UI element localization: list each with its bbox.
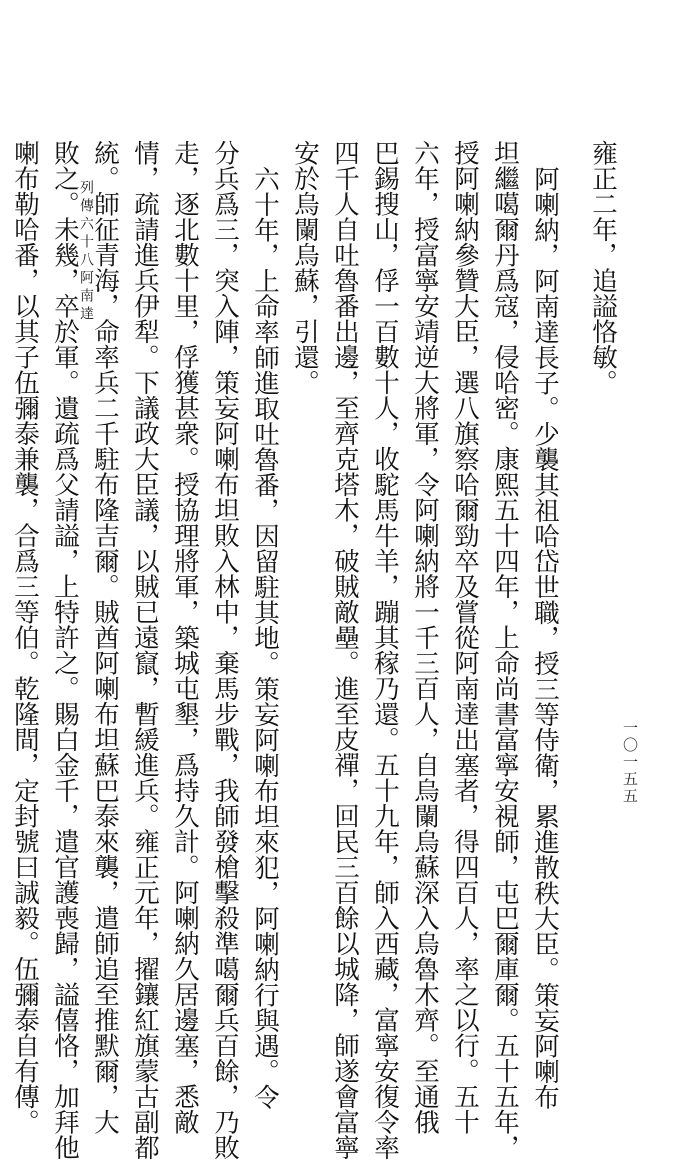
page-number: 一〇一五五 [621,720,639,805]
running-head [76,180,96,324]
text-column: 坦繼噶爾丹爲寇，侵哈密。康熙五十四年，上命尚書富寧安視師，屯巴爾庫爾。五十五年， [490,140,520,1160]
text-column: 六十年，上命率師進取吐魯番，因留駐其地。策妄阿喇布坦來犯，阿喇納行與遇。令 [250,166,280,1110]
body-text [7,140,621,1160]
text-column: 安於烏闌烏蘇，引還。 [290,140,320,395]
text-column: 六年，授富寧安靖逆大將軍，令阿喇納將一千三百人，自烏闌烏蘇深入烏魯木齊。至通俄 [410,140,440,1135]
text-column: 喇布勒哈番，以其子伍彌泰兼襲，合爲三等伯。乾隆間，定封號曰誠毅。伍彌泰自有傳。 [10,140,40,1135]
text-column: 走，逐北數十里，俘獲甚衆。授協理將軍，築城屯墾，爲持久計。阿喇納久居邊塞，悉敵 [170,140,200,1135]
text-column: 巴錫搜山，俘一百數十人，收駝馬牛羊，蹦其稼乃還。五十九年，師入西藏，富寧安復令率 [370,140,400,1160]
text-column: 授阿喇納參贊大臣，選八旗察哈爾勁卒及嘗從阿南達出塞者，得四百人，率之以行。五十 [450,140,480,1135]
running-head-section: 阿南達 [78,270,94,324]
text-column: 統。師征青海，命率兵二千駐布隆吉爾。賊酋阿喇布坦蘇巴泰來襲，遣師追至推默爾，大 [90,140,120,1135]
text-column: 敗之。未幾，卒於軍。遺疏爲父請謚，上特許之。賜白金千，遣官護喪歸，謚僖恪，加拜他 [50,140,80,1160]
text-column: 雍正二年，追謚恪敏。 [588,140,618,395]
text-column: 四千人自吐魯番出邊，至齊克塔木，破賊敵壘。進至皮禪，回民三百餘以城降，師遂會富寧 [330,140,360,1160]
running-head-volume: 列傳六十八 [78,180,94,270]
text-column: 情，疏請進兵伊犁。下議政大臣議，以賊已遠竄，暫緩進兵。雍正元年，擢鑲紅旗蒙古副都 [130,140,160,1160]
section-gap [567,140,581,910]
text-column: 阿喇納，阿南達長子。少襲其祖哈岱世職，授三等侍衛，累進散秩大臣。策妄阿喇布 [530,166,560,1110]
text-column: 分兵爲三，突入陣，策妄阿喇布坦敗入林中，棄馬步戰，我師發槍擊殺準噶爾兵百餘，乃敗 [210,140,240,1160]
